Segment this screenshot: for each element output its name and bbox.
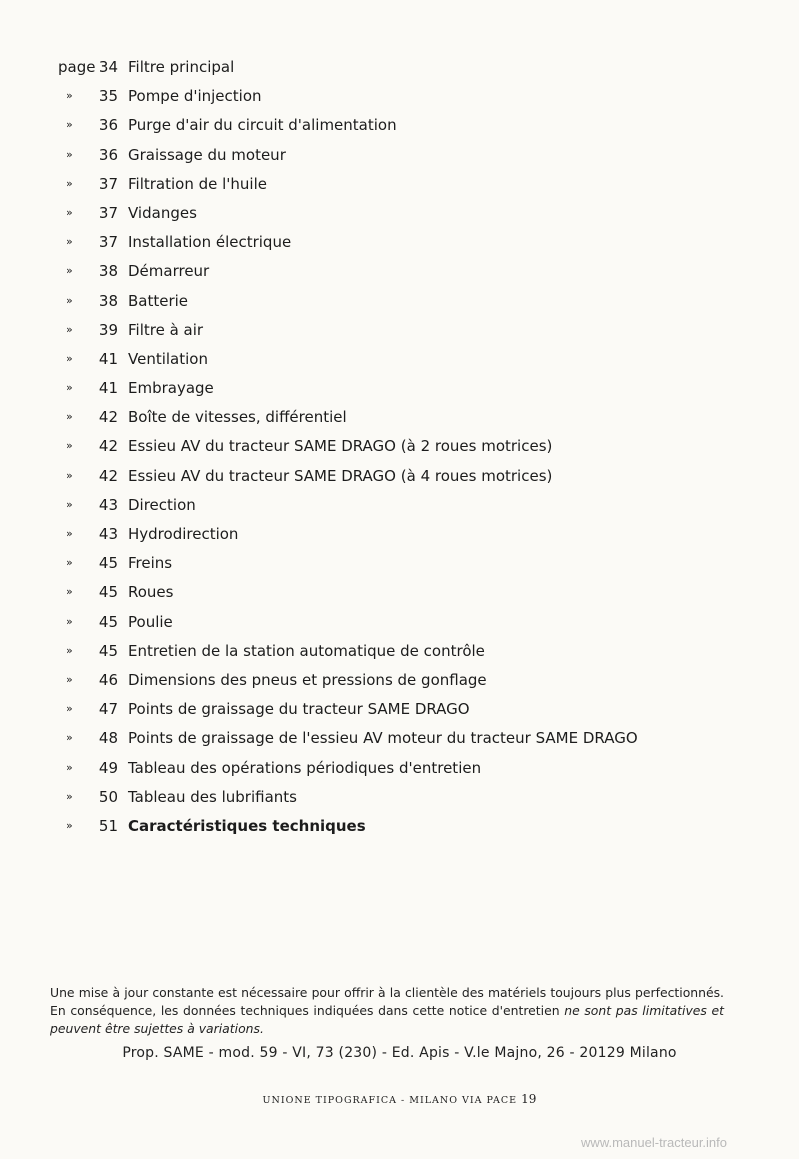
toc-page-number: 36 [98,145,118,164]
toc-page-number: 45 [98,641,118,660]
toc-title: Embrayage [128,379,214,398]
toc-prefix: » [66,235,73,249]
toc-title: Essieu AV du tracteur SAME DRAGO (à 4 roues motrices) [128,466,553,485]
toc-row [0,144,799,173]
toc-page-number: 37 [98,203,118,222]
toc-row [0,786,799,815]
toc-row [0,757,799,786]
toc-title: Boîte de vitesses, différentiel [128,408,347,427]
toc-row [0,231,799,260]
toc-row [0,173,799,202]
toc-title: Batterie [128,291,189,310]
toc-page-number: 39 [98,320,118,339]
toc-page-number: 50 [98,787,118,806]
toc-row [0,202,799,231]
toc-prefix: » [66,818,73,832]
notice-italic-text: ne sont pas limitatives et peuvent être sujettes à variations. [50,1003,724,1036]
toc-page-number: 37 [98,233,118,252]
toc-title: Tableau des opérations périodiques d'entretien [128,758,482,777]
toc-row [0,435,799,464]
toc-title: Poulie [128,612,173,631]
toc-page-number: 45 [98,612,118,631]
toc-title: Installation électrique [128,233,292,252]
toc-row [0,640,799,669]
toc-page-number: 41 [98,379,118,398]
toc-row [0,523,799,552]
toc-page-number: 48 [98,729,118,748]
toc-title: Dimensions des pneus et pressions de gonflage [128,670,487,689]
toc-page-number: 37 [98,174,118,193]
toc-prefix: » [66,468,73,482]
toc-row [0,698,799,727]
toc-title: Démarreur [128,262,210,281]
toc-page-number: 38 [98,291,118,310]
toc-prefix: » [66,672,73,686]
toc-prefix: » [66,789,73,803]
notice-text: Une mise à jour constante est nécessaire pour offrir à la clientèle des matériels toujours plus perfectionnés. En conséquence, les données techniques indiquées dans cette notice d'entretien [50,985,724,1018]
toc-row [0,377,799,406]
toc-title: Points de graissage de l'essieu AV moteur du tracteur SAME DRAGO [128,729,638,748]
toc-prefix: » [66,585,73,599]
toc-title: Points de graissage du tracteur SAME DRAGO [128,700,470,719]
toc-title: Graissage du moteur [128,145,286,164]
toc-title: Caractéristiques techniques [128,816,366,835]
toc-page-number: 43 [98,495,118,514]
toc-prefix: » [66,702,73,716]
toc-row [0,727,799,756]
toc-page-number: 34 [98,58,118,76]
printer-line [0,1092,799,1106]
toc-title: Filtration de l'huile [128,174,267,193]
toc-page-number: 46 [98,670,118,689]
toc-page-number: 35 [98,87,118,106]
toc-prefix: » [66,264,73,278]
toc-row [0,56,799,85]
toc-row [0,406,799,435]
printer-text: UNIONE TIPOGRAFICA - MILANO VIA PACE [262,1095,518,1106]
toc-page-number: 49 [98,758,118,777]
toc-title: Essieu AV du tracteur SAME DRAGO (à 2 roues motrices) [128,437,553,456]
toc-title: Filtre à air [128,320,204,339]
toc-page-number: 42 [98,437,118,456]
toc-page-number: 51 [98,816,118,835]
toc-title: Filtre principal [128,58,235,76]
toc-page-number: 43 [98,525,118,543]
toc-row [0,581,799,610]
toc-title: Entretien de la station automatique de contrôle [128,641,485,660]
toc-row [0,319,799,348]
toc-prefix: » [66,556,73,570]
toc-row [0,669,799,698]
toc-prefix: » [66,322,73,336]
toc-prefix: » [66,89,73,103]
update-notice [50,984,724,1038]
toc-row [0,290,799,319]
toc-row [0,114,799,143]
table-of-contents [0,56,799,844]
toc-prefix: page [58,58,96,76]
toc-prefix: » [66,176,73,190]
toc-prefix: » [66,293,73,307]
toc-row [0,552,799,581]
toc-title: Direction [128,495,196,514]
toc-page-number: 45 [98,583,118,602]
toc-prefix: » [66,439,73,453]
toc-prefix: » [66,643,73,657]
toc-row [0,611,799,640]
toc-title: Freins [128,554,173,573]
toc-prefix: » [66,497,73,511]
toc-page-number: 41 [98,349,118,368]
toc-title: Roues [128,583,174,602]
toc-page-number: 47 [98,700,118,719]
toc-title: Tableau des lubrifiants [128,787,297,806]
toc-prefix: » [66,410,73,424]
toc-title: Ventilation [128,349,208,368]
toc-row [0,85,799,114]
watermark-link[interactable]: www.manuel-tracteur.info [581,1135,727,1150]
toc-row [0,465,799,494]
toc-row [0,815,799,844]
toc-prefix: » [66,147,73,161]
toc-page-number: 42 [98,466,118,485]
toc-title: Hydrodirection [128,525,239,543]
toc-page-number: 45 [98,554,118,573]
publisher-line: Prop. SAME - mod. 59 - VI, 73 (230) - Ed. Apis - V.le Majno, 26 - 20129 Milano [122,1045,677,1061]
toc-title: Purge d'air du circuit d'alimentation [128,116,397,135]
toc-row [0,260,799,289]
toc-title: Vidanges [128,203,197,222]
toc-page-number: 38 [98,262,118,281]
toc-title: Pompe d'injection [128,87,262,106]
toc-prefix: » [66,118,73,132]
toc-row [0,494,799,523]
toc-prefix: » [66,760,73,774]
toc-prefix: » [66,527,73,540]
toc-prefix: » [66,381,73,395]
toc-page-number: 36 [98,116,118,135]
toc-prefix: » [66,351,73,365]
toc-prefix: » [66,205,73,219]
toc-page-number: 42 [98,408,118,427]
printer-number: 19 [521,1092,537,1106]
toc-prefix: » [66,731,73,745]
toc-row [0,348,799,377]
toc-prefix: » [66,614,73,628]
